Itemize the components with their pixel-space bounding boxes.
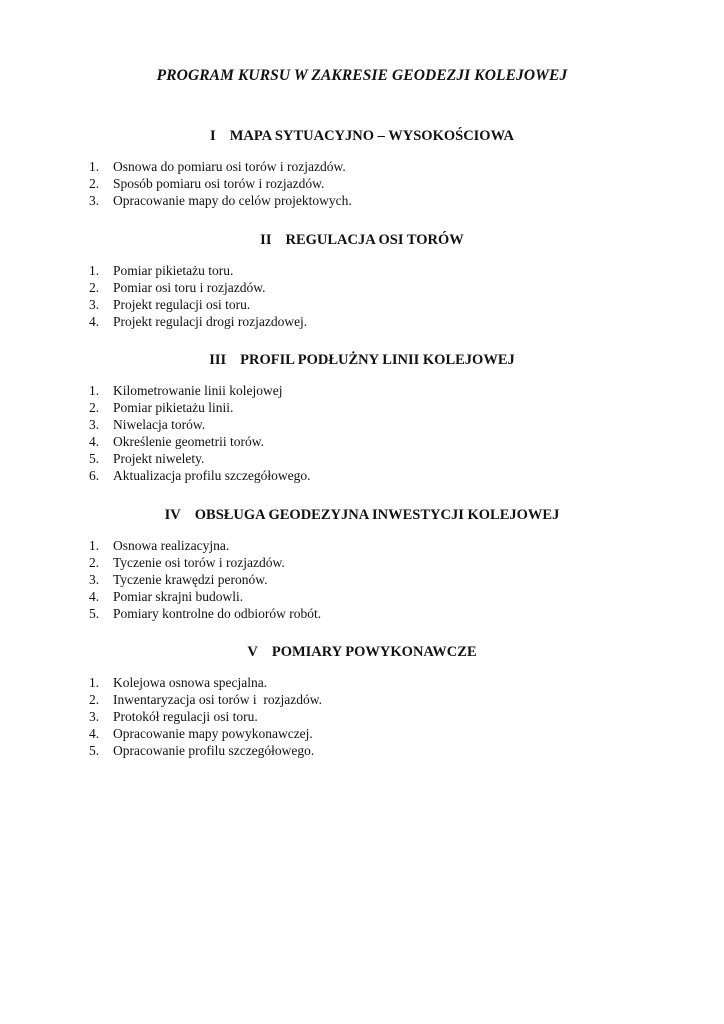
item-number: 3. (89, 193, 100, 208)
list-item (0, 691, 724, 708)
item-text: Pomiary kontrolne do odbiorów robót. (113, 606, 322, 621)
section-title: PROFIL PODŁUŻNY LINII KOLEJOWEJ (240, 352, 515, 368)
section-heading (0, 126, 724, 146)
item-number: 4. (89, 726, 100, 741)
item-text: Osnowa realizacyjna. (113, 538, 230, 553)
section-title: POMIARY POWYKONAWCZE (271, 644, 477, 660)
section-5 (0, 642, 724, 759)
section-numeral: V (247, 644, 258, 660)
item-number: 2. (89, 555, 100, 570)
item-text: Tyczenie osi torów i rozjazdów. (113, 555, 285, 570)
item-number: 2. (89, 280, 100, 295)
section-item-list (0, 158, 724, 209)
list-item (0, 571, 724, 588)
item-number: 1. (89, 538, 100, 553)
list-item (0, 467, 724, 484)
section-1 (0, 126, 724, 209)
item-text: Pomiar pikietażu linii. (113, 400, 234, 415)
item-number: 3. (89, 572, 100, 587)
item-number: 4. (89, 314, 100, 329)
list-item (0, 554, 724, 571)
item-text: Kilometrowanie linii kolejowej (113, 383, 283, 398)
item-number: 6. (89, 468, 100, 483)
list-item (0, 296, 724, 313)
item-number: 3. (89, 709, 100, 724)
section-title: OBSŁUGA GEODEZYJNA INWESTYCJI KOLEJOWEJ (194, 507, 560, 523)
item-text: Projekt regulacji osi toru. (113, 297, 251, 312)
item-number: 1. (89, 675, 100, 690)
section-item-list (0, 537, 724, 622)
section-4 (0, 505, 724, 622)
item-text: Opracowanie mapy powykonawczej. (113, 726, 313, 741)
item-text: Osnowa do pomiaru osi torów i rozjazdów. (113, 159, 346, 174)
item-text: Sposób pomiaru osi torów i rozjazdów. (113, 176, 325, 191)
section-3 (0, 350, 724, 484)
item-number: 2. (89, 692, 100, 707)
item-number: 4. (89, 434, 100, 449)
section-item-list (0, 382, 724, 484)
item-number: 4. (89, 589, 100, 604)
list-item (0, 399, 724, 416)
list-item (0, 725, 724, 742)
section-numeral: II (260, 232, 272, 248)
item-number: 1. (89, 263, 100, 278)
item-number: 2. (89, 400, 100, 415)
section-heading (0, 505, 724, 525)
list-item (0, 279, 724, 296)
section-item-list (0, 674, 724, 759)
item-text: Opracowanie mapy do celów projektowych. (113, 193, 352, 208)
list-item (0, 742, 724, 759)
item-text: Niwelacja torów. (113, 417, 206, 432)
item-text: Pomiar skrajni budowli. (113, 589, 244, 604)
section-numeral: III (209, 352, 227, 368)
list-item (0, 175, 724, 192)
item-text: Pomiar osi toru i rozjazdów. (113, 280, 266, 295)
item-text: Protokół regulacji osi toru. (113, 709, 258, 724)
item-number: 5. (89, 451, 100, 466)
section-numeral: I (210, 128, 216, 144)
item-number: 5. (89, 743, 100, 758)
list-item (0, 605, 724, 622)
list-item (0, 382, 724, 399)
item-text: Aktualizacja profilu szczegółowego. (113, 468, 311, 483)
section-2 (0, 230, 724, 330)
list-item (0, 433, 724, 450)
list-item (0, 537, 724, 554)
item-text: Opracowanie profilu szczegółowego. (113, 743, 315, 758)
section-heading (0, 230, 724, 250)
item-number: 1. (89, 159, 100, 174)
document-title: PROGRAM KURSU W ZAKRESIE GEODEZJI KOLEJOWEJ (156, 67, 568, 84)
item-text: Projekt regulacji drogi rozjazdowej. (113, 314, 308, 329)
item-text: Tyczenie krawędzi peronów. (113, 572, 268, 587)
item-text: Określenie geometrii torów. (113, 434, 264, 449)
section-heading (0, 642, 724, 662)
section-heading (0, 350, 724, 370)
list-item (0, 158, 724, 175)
item-text: Pomiar pikietażu toru. (113, 263, 234, 278)
item-number: 2. (89, 176, 100, 191)
item-number: 3. (89, 297, 100, 312)
list-item (0, 588, 724, 605)
list-item (0, 313, 724, 330)
item-number: 5. (89, 606, 100, 621)
item-number: 3. (89, 417, 100, 432)
list-item (0, 262, 724, 279)
item-text: Projekt niwelety. (113, 451, 205, 466)
list-item (0, 450, 724, 467)
section-numeral: IV (164, 507, 181, 523)
item-text: Inwentaryzacja osi torów i rozjazdów. (113, 692, 323, 707)
section-title: REGULACJA OSI TORÓW (285, 232, 464, 248)
section-item-list (0, 262, 724, 330)
item-number: 1. (89, 383, 100, 398)
item-text: Kolejowa osnowa specjalna. (113, 675, 268, 690)
list-item (0, 708, 724, 725)
section-title: MAPA SYTUACYJNO – WYSOKOŚCIOWA (229, 128, 514, 144)
list-item (0, 674, 724, 691)
list-item (0, 416, 724, 433)
list-item (0, 192, 724, 209)
